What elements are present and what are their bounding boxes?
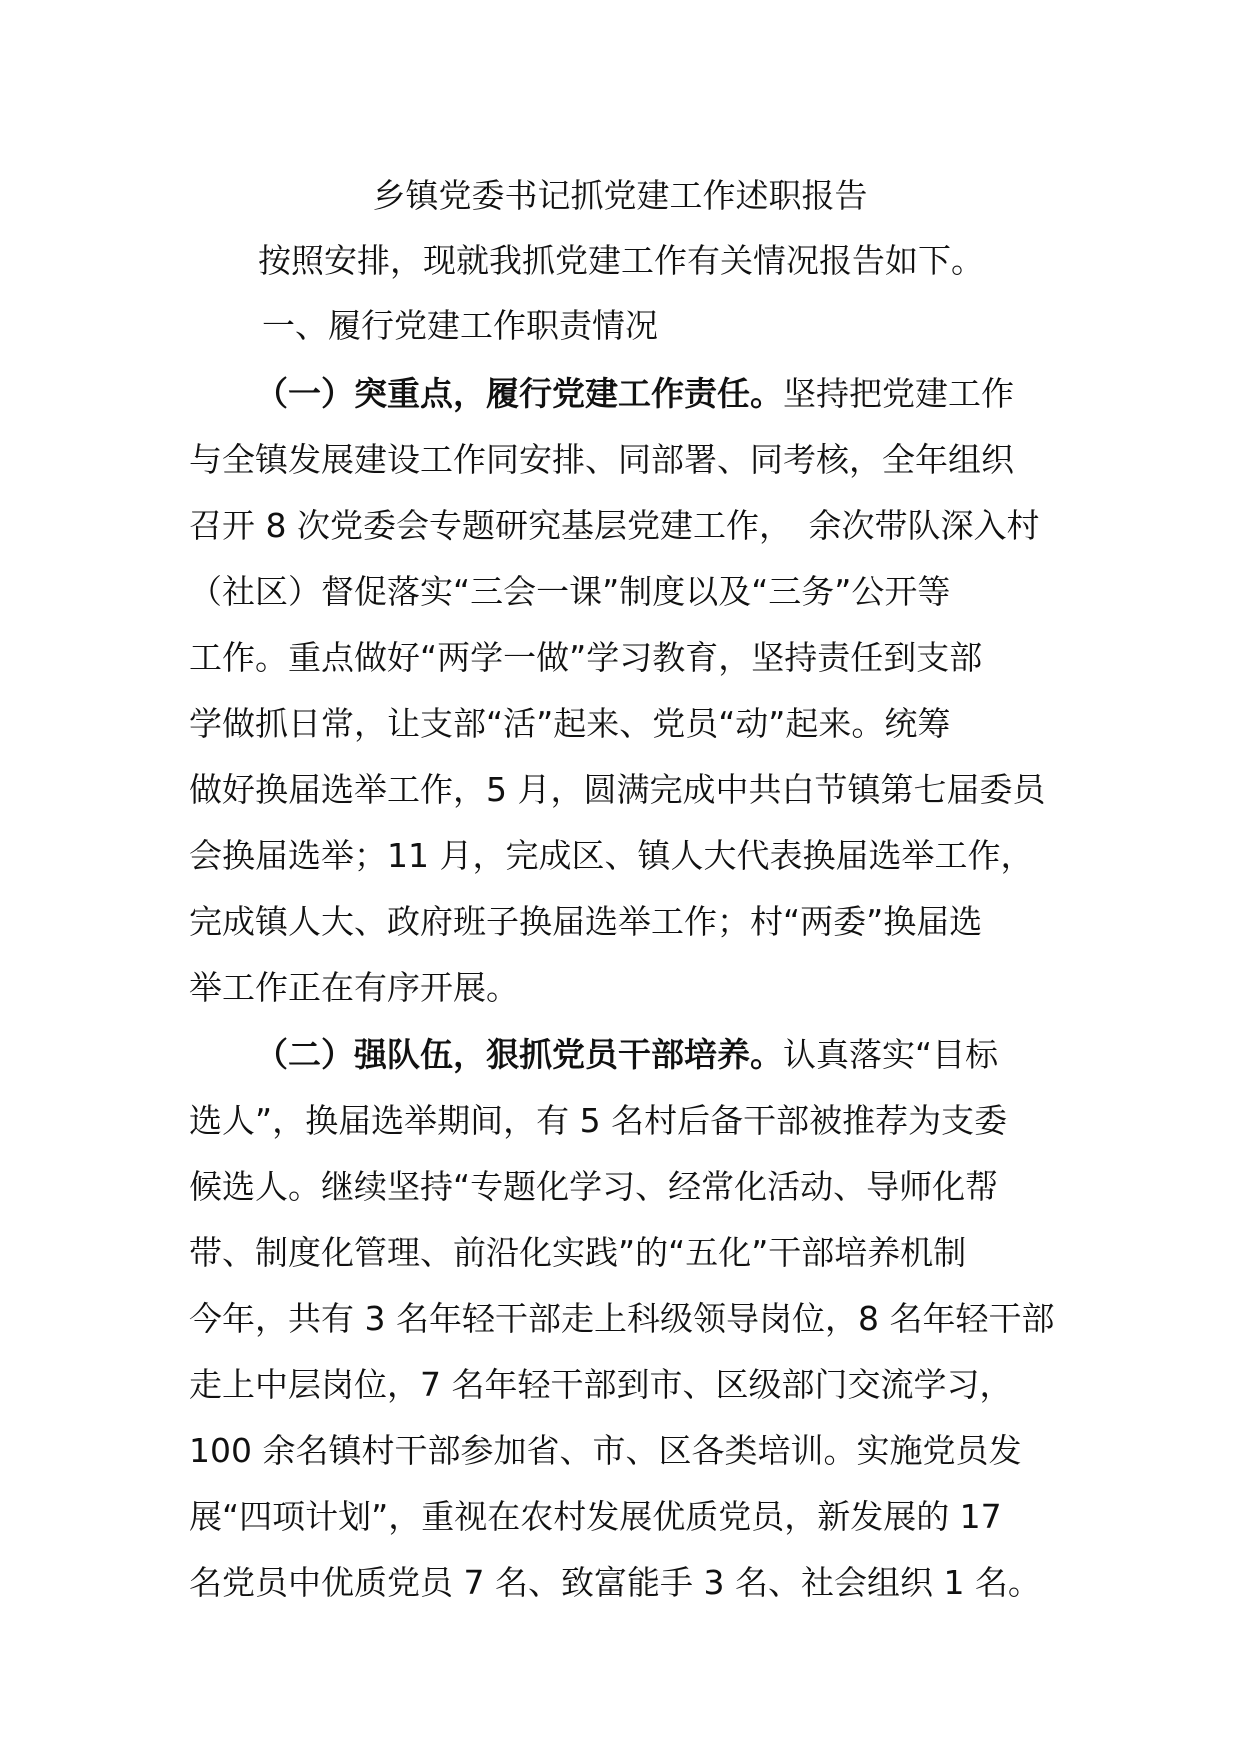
paragraph-line: （社区）督促落实“三会一课”制度以及“三务”公开等	[189, 572, 951, 611]
paragraph-line: 召开 8 次党委会专题研究基层党建工作， 余次带队深入村	[189, 506, 1040, 545]
paragraph-line: 今年，共有 3 名年轻干部走上科级领导岗位，8 名年轻干部	[189, 1299, 1055, 1338]
paragraph-line	[189, 1022, 1089, 1088]
paragraph-line: 举工作正在有序开展。	[189, 968, 519, 1007]
paragraph-line: 名党员中优质党员 7 名、致富能手 3 名、社会组织 1 名。	[189, 1563, 1041, 1602]
paragraph-line: 学做抓日常，让支部“活”起来、党员“动”起来。统筹	[189, 704, 951, 743]
paragraph-line: 展“四项计划”，重视在农村发展优质党员，新发展的 17	[189, 1497, 1002, 1536]
intro-paragraph: 按照安排，现就我抓党建工作有关情况报告如下。	[258, 241, 984, 280]
paragraph-2	[189, 1022, 1089, 1616]
section-heading-1: 一、履行党建工作职责情况	[262, 306, 658, 345]
paragraph-line: 走上中层岗位，7 名年轻干部到市、区级部门交流学习，	[189, 1365, 1013, 1404]
paragraph-line-text: 坚持把党建工作	[783, 374, 1014, 413]
paragraph-line-text: 认真落实“目标	[783, 1035, 999, 1074]
document-title: 乡镇党委书记抓党建工作述职报告	[372, 176, 868, 215]
paragraph-line: 选人”，换届选举期间，有 5 名村后备干部被推荐为支委	[189, 1101, 1008, 1140]
paragraph-line: 做好换届选举工作，5 月，圆满完成中共白节镇第七届委员	[189, 770, 1046, 809]
paragraph-line	[189, 361, 1089, 427]
paragraph-line: 工作。重点做好“两学一做”学习教育，坚持责任到支部	[189, 638, 983, 677]
paragraph-line: 完成镇人大、政府班子换届选举工作；村“两委”换届选	[189, 902, 983, 941]
paragraph-line: 与全镇发展建设工作同安排、同部署、同考核，全年组织	[189, 440, 1014, 479]
paragraph-lead: （一）突重点，履行党建工作责任。	[255, 374, 783, 413]
paragraph-line: 带、制度化管理、前沿化实践”的“五化”干部培养机制	[189, 1233, 967, 1272]
paragraph-1	[189, 361, 1089, 1021]
paragraph-line: 会换届选举；11 月，完成区、镇人大代表换届选举工作，	[189, 836, 1034, 875]
paragraph-lead: （二）强队伍，狠抓党员干部培养。	[255, 1035, 783, 1074]
paragraph-line: 100 余名镇村干部参加省、市、区各类培训。实施党员发	[189, 1431, 1022, 1470]
paragraph-line: 候选人。继续坚持“专题化学习、经常化活动、导师化帮	[189, 1167, 999, 1206]
